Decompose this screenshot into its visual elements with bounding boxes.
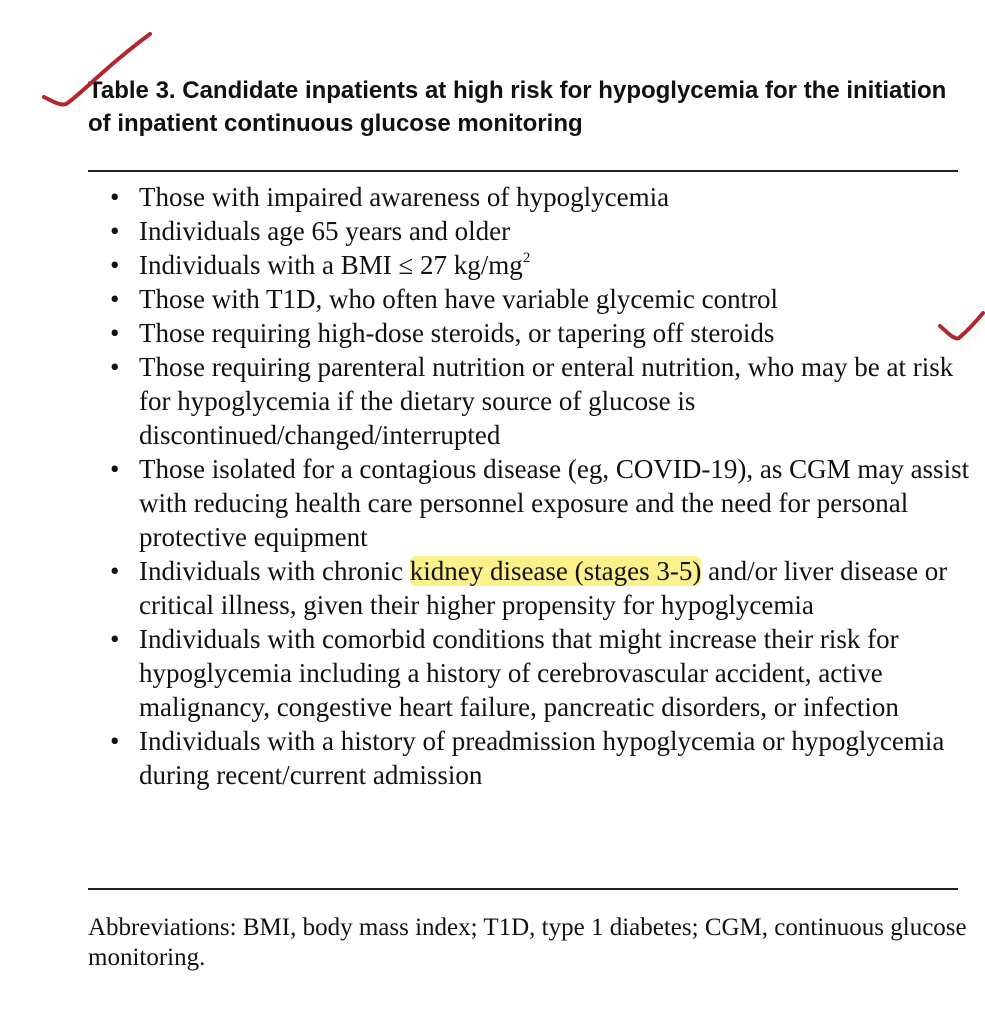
list-item [108,214,970,248]
list-item [108,180,970,214]
bullet-icon: • [110,216,120,246]
abbreviations-footnote: Abbreviations: BMI, body mass index; T1D, type 1 diabetes; CGM, continuous glucose monitoring. [88,914,967,971]
list-item-text: Individuals with chronic [139,556,410,586]
list-item-text: Those requiring parenteral nutrition or enteral nutrition, who may be at risk for hypoglycemia if the dietary source of glucose is discontinued/changed/interrupted [139,352,954,450]
bottom-rule [88,888,958,890]
list-item [108,316,970,350]
list-item-text: and/or liver disease or critical illness, given their higher propensity for hypoglycemia [139,556,948,620]
bullet-icon: • [110,250,120,280]
list-item-text: Those isolated for a contagious disease (eg, COVID-19), as CGM may assist with reducing health care personnel exposure and the need for personal protective equipment [139,454,970,552]
list-item-text: Individuals with a BMI ≤ 27 kg/mg [139,250,523,280]
bullet-icon: • [110,556,120,586]
highlighted-text: kidney disease (stages 3-5) [409,556,702,586]
bullet-icon: • [110,284,120,314]
list-item [108,622,970,724]
list-item [108,452,970,554]
bullet-icon: • [110,454,120,484]
bullet-icon: • [110,624,120,654]
bullet-icon: • [110,352,120,382]
list-item [108,350,970,452]
list-item-text: Those with impaired awareness of hypoglycemia [139,182,670,212]
superscript: 2 [522,250,531,266]
list-item [108,248,970,282]
list-item-text: Those with T1D, who often have variable glycemic control [139,284,779,314]
top-rule [88,170,958,172]
list-item-text: Individuals with a history of preadmission hypoglycemia or hypoglycemia during recent/current admission [139,726,945,790]
bullet-icon: • [110,182,120,212]
bullet-icon: • [110,318,120,348]
list-item-text: Those requiring high-dose steroids, or tapering off steroids [139,318,775,348]
table-title: Table 3. Candidate inpatients at high risk for hypoglycemia for the initiation of inpatient continuous glucose monitoring [88,77,947,137]
list-item-text: Individuals age 65 years and older [139,216,511,246]
bullet-icon: • [110,726,120,756]
list-item [108,282,970,316]
list-item [108,554,970,622]
risk-criteria-list [108,180,970,792]
list-item [108,724,970,792]
list-item-text: Individuals with comorbid conditions that might increase their risk for hypoglycemia including a history of cerebrovascular accident, active malignancy, congestive heart failure, pancreatic disorders, or infection [139,624,899,722]
